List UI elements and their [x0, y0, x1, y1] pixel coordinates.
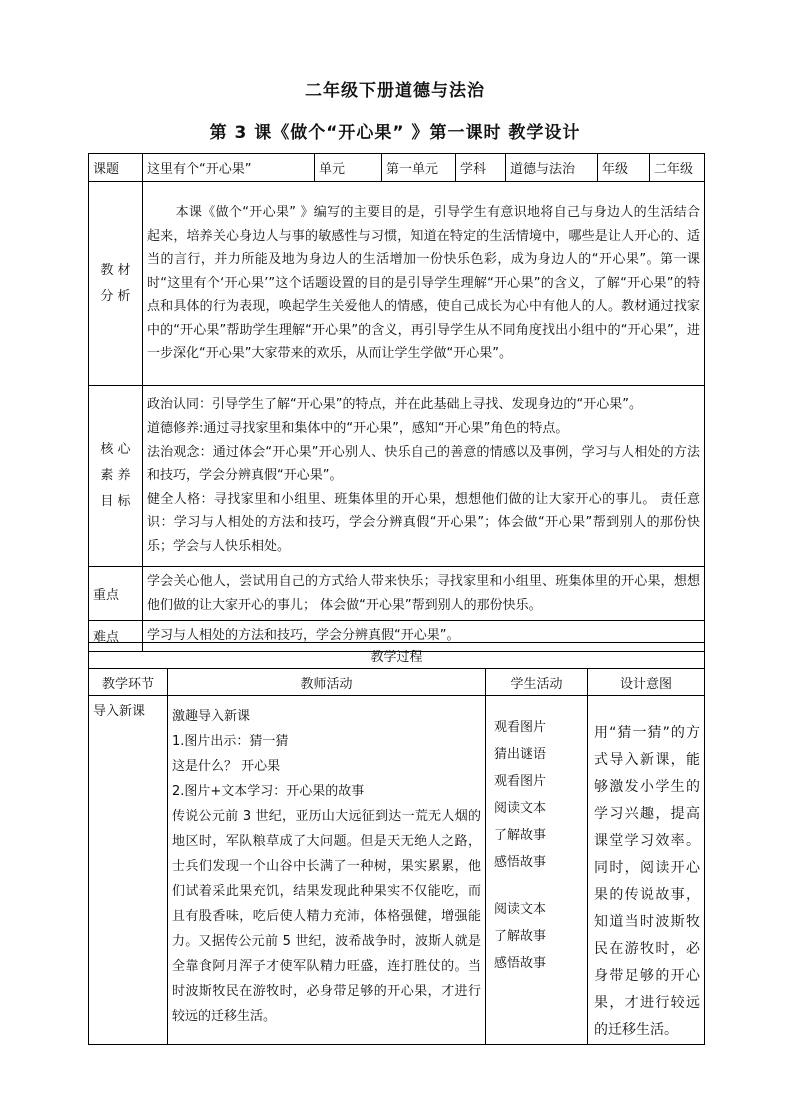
difficulty-label: 难点 [89, 621, 143, 652]
design-intent: 用“猜一猜”的方式导入新课，能够激发小学生的学习兴趣，提高课堂学习效率。同时，阅读开心果的传说故事，知道当时波斯牧民在游牧时，必身带足够的开心果，才进行较远的迁移生活。 [588, 696, 705, 1045]
unit-label: 单元 [315, 154, 382, 182]
document-subtitle: 第 3 课《做个“开心果” 》第一课时 教学设计 [209, 123, 581, 143]
col-design: 设计意图 [588, 669, 705, 696]
grade-label: 年级 [598, 154, 650, 182]
topic-label: 课题 [89, 154, 143, 182]
col-stage: 教学环节 [89, 669, 168, 696]
literacy-label: 核 心 素 养 目 标 [89, 386, 143, 567]
key-point-label: 重点 [89, 567, 143, 621]
literacy-moral: 道德修养:通过寻找家里和集体中的“开心果”，感知“开心果”角色的特点。 [147, 421, 569, 437]
lesson-info-table [88, 153, 705, 652]
col-teacher: 教师活动 [168, 669, 486, 696]
literacy-law: 法治观念：通过体会“开心果”开心别人、快乐自己的善意的情感以及事例，学习与人相处的方法和技巧，学会分辨真假“开心果”。 [147, 444, 700, 484]
process-heading: 教学过程 [89, 643, 705, 669]
literacy-row [89, 386, 705, 567]
analysis-text: 本课《做个“开心果” 》编写的主要目的是，引导学生有意识地将自己与身边人的生活结合起来，培养关心身边人与事的敏感性与习惯，知道在特定的生活情境中，哪些是让人开心的、适当的言行，并力所能及地为身边人的生活增加一份快乐色彩，成为身边人的“开心果”。第一课时“这里有个‘开心果’”这个话题设置的目的是引导学生理解“开心果”的含义，了解“开心果”的特点和具体的行为表现，唤起学生关爱他人的情感，使自己成长为心中有他人的人。教材通过找家中的“开心果”帮助学生理解“开心果”的含义，再引导学生从不同角度找出小组中的“开心果”，进一步深化“开心果”大家带来的欢乐，从而让学生学做“开心果”。 [143, 182, 705, 386]
teaching-process-table [88, 642, 705, 1045]
difficulty-text: 学习与人相处的方法和技巧，学会分辨真假“开心果”。 [143, 621, 705, 652]
col-student: 学生活动 [486, 669, 588, 696]
stage-cell: 导入新课 [89, 696, 168, 1045]
key-point-row [89, 567, 705, 621]
process-row-intro [89, 696, 705, 1045]
literacy-political: 政治认同：引导学生了解“开心果”的特点，并在此基础上寻找、发现身边的“开心果”。 [147, 397, 642, 413]
analysis-row [89, 182, 705, 386]
info-row [89, 154, 705, 182]
student-activity: 观看图片 猜出谜语 观看图片 阅读文本 了解故事 感悟故事 阅读文本 了解故事 感悟故事 [486, 696, 588, 1045]
literacy-text [143, 386, 705, 567]
subject-label: 学科 [456, 154, 506, 182]
literacy-personality: 健全人格：寻找家里和小组里、班集体里的开心果，想想他们做的让大家开心的事儿。 责任意识：学习与人相处的方法和技巧，学会分辨真假“开心果”；体会做“开心果”帮到别人的那份快乐；学会与人快乐相处。 [147, 491, 700, 554]
key-point-text: 学会关心他人，尝试用自己的方式给人带来快乐；寻找家里和小组里、班集体里的开心果，想想他们做的让大家开心的事儿； 体会做“开心果”帮到别人的那份快乐。 [143, 567, 705, 621]
process-heading-row [89, 643, 705, 669]
subject-value: 道德与法治 [506, 154, 598, 182]
teacher-activity: 激趣导入新课 1.图片出示：猜一猜 这是什么？ 开心果 2.图片+文本学习：开心果的故事 传说公元前 3 世纪，亚历山大远征到达一荒无人烟的地区时，军队粮草成了大问题。但是天无绝人之路，士兵们发现一个山谷中长满了一种树，果实累累，他们试着采此果充饥，结果发现此种果实不仅能吃，而且有股香味，吃后使人精力充沛，体格强健，增强能力。又据传公元前 5 世纪，波希战争时，波斯人就是全靠食阿月浑子才使军队精力旺盛，连打胜仗的。当时波斯牧民在游牧时，必身带足够的开心果，才进行较远的迁移生活。 [168, 696, 486, 1045]
unit-value: 第一单元 [382, 154, 456, 182]
document-title: 二年级下册道德与法治 [305, 81, 485, 101]
analysis-label: 教 材 分 析 [89, 182, 143, 386]
grade-value: 二年级 [650, 154, 705, 182]
topic-value: 这里有个“开心果” [143, 154, 315, 182]
process-header-row [89, 669, 705, 696]
